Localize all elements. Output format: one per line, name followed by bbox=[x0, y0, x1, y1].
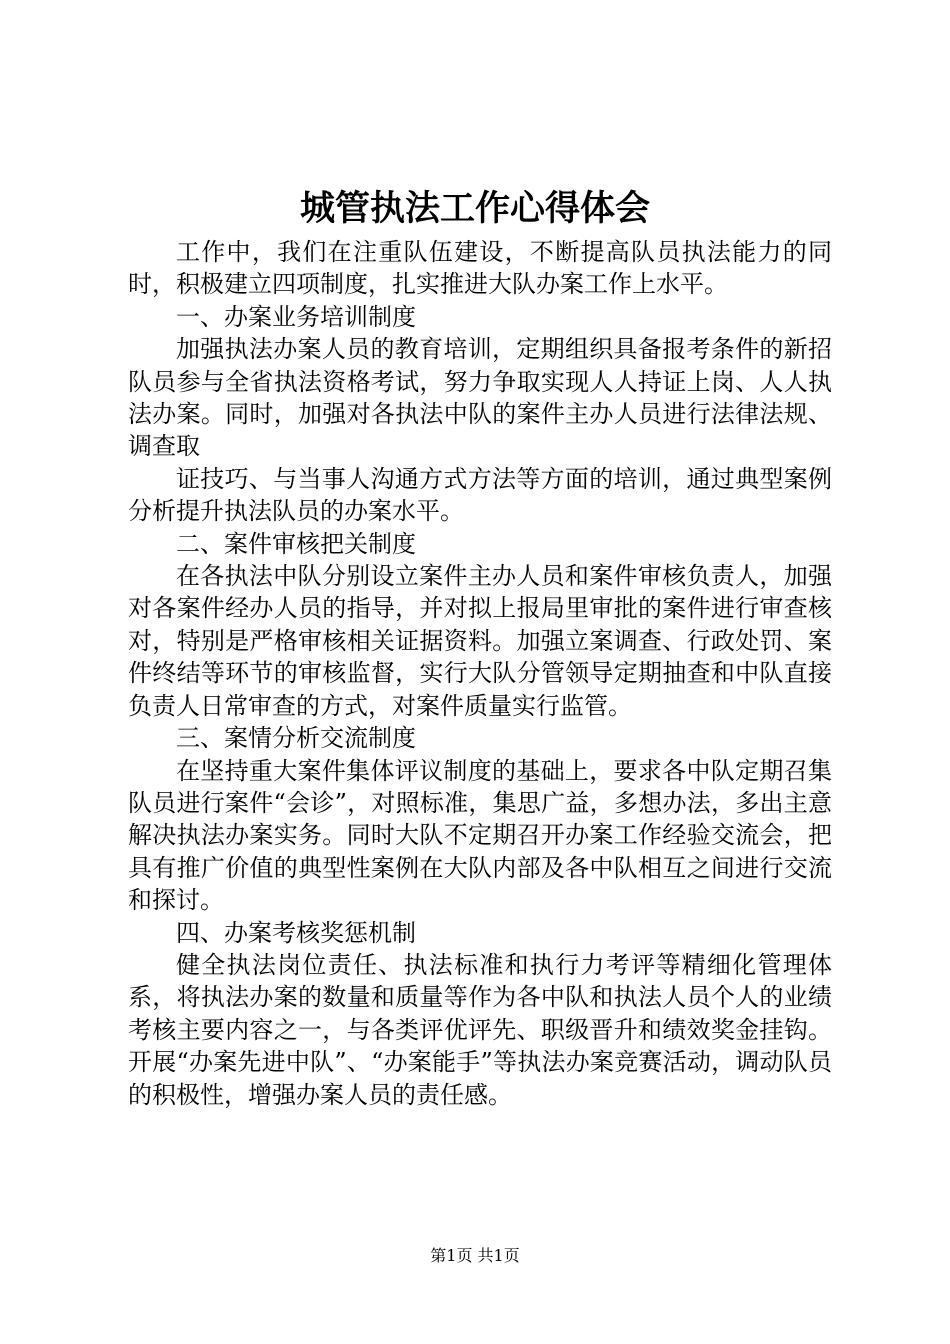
document-body bbox=[128, 236, 832, 1111]
paragraph-section-1a: 加强执法办案人员的教育培训，定期组织具备报考条件的新招队员参与全省执法资格考试，努力争取实现人人持证上岗、人人执法办案。同时，加强对各执法中队的案件主办人员进行法律法规、调查取 bbox=[128, 335, 832, 461]
paragraph-section-1b: 证技巧、与当事人沟通方式方法等方面的培训，通过典型案例分析提升执法队员的办案水平。 bbox=[128, 464, 832, 526]
section-heading-4: 四、办案考核奖惩机制 bbox=[176, 918, 416, 947]
document-title: 城管执法工作心得体会 bbox=[299, 188, 650, 229]
paragraph-section-3: 在坚持重大案件集体评议制度的基础上，要求各中队定期召集队员进行案件“会诊”，对照标准，集思广益，多想办法，多出主意解决执法办案实务。同时大队不定期召开办案工作经验交流会，把具有推广价值的典型性案例在大队内部及各中队相互之间进行交流和探讨。 bbox=[128, 756, 832, 915]
paragraph-section-4: 健全执法岗位责任、执法标准和执行力考评等精细化管理体系，将执法办案的数量和质量等作为各中队和执法人员个人的业绩考核主要内容之一，与各类评优评先、职级晋升和绩效奖金挂钩。开展“办案先进中队”、“办案能手”等执法办案竞赛活动，调动队员的积极性，增强办案人员的责任感。 bbox=[128, 950, 832, 1109]
paragraph-intro: 工作中，我们在注重队伍建设，不断提高队员执法能力的同时，积极建立四项制度，扎实推进大队办案工作上水平。 bbox=[128, 238, 832, 299]
section-heading-2: 二、案件审核把关制度 bbox=[176, 529, 416, 558]
section-heading-1: 一、办案业务培训制度 bbox=[176, 302, 416, 331]
page-footer: 第1页 共1页 bbox=[430, 1246, 520, 1265]
section-heading-3: 三、案情分析交流制度 bbox=[176, 724, 416, 753]
paragraph-section-2: 在各执法中队分别设立案件主办人员和案件审核负责人，加强对各案件经办人员的指导，并对拟上报局里审批的案件进行审查核对，特别是严格审核相关证据资料。加强立案调查、行政处罚、案件终结等环节的审核监督，实行大队分管领导定期抽查和中队直接负责人日常审查的方式，对案件质量实行监管。 bbox=[128, 562, 832, 720]
